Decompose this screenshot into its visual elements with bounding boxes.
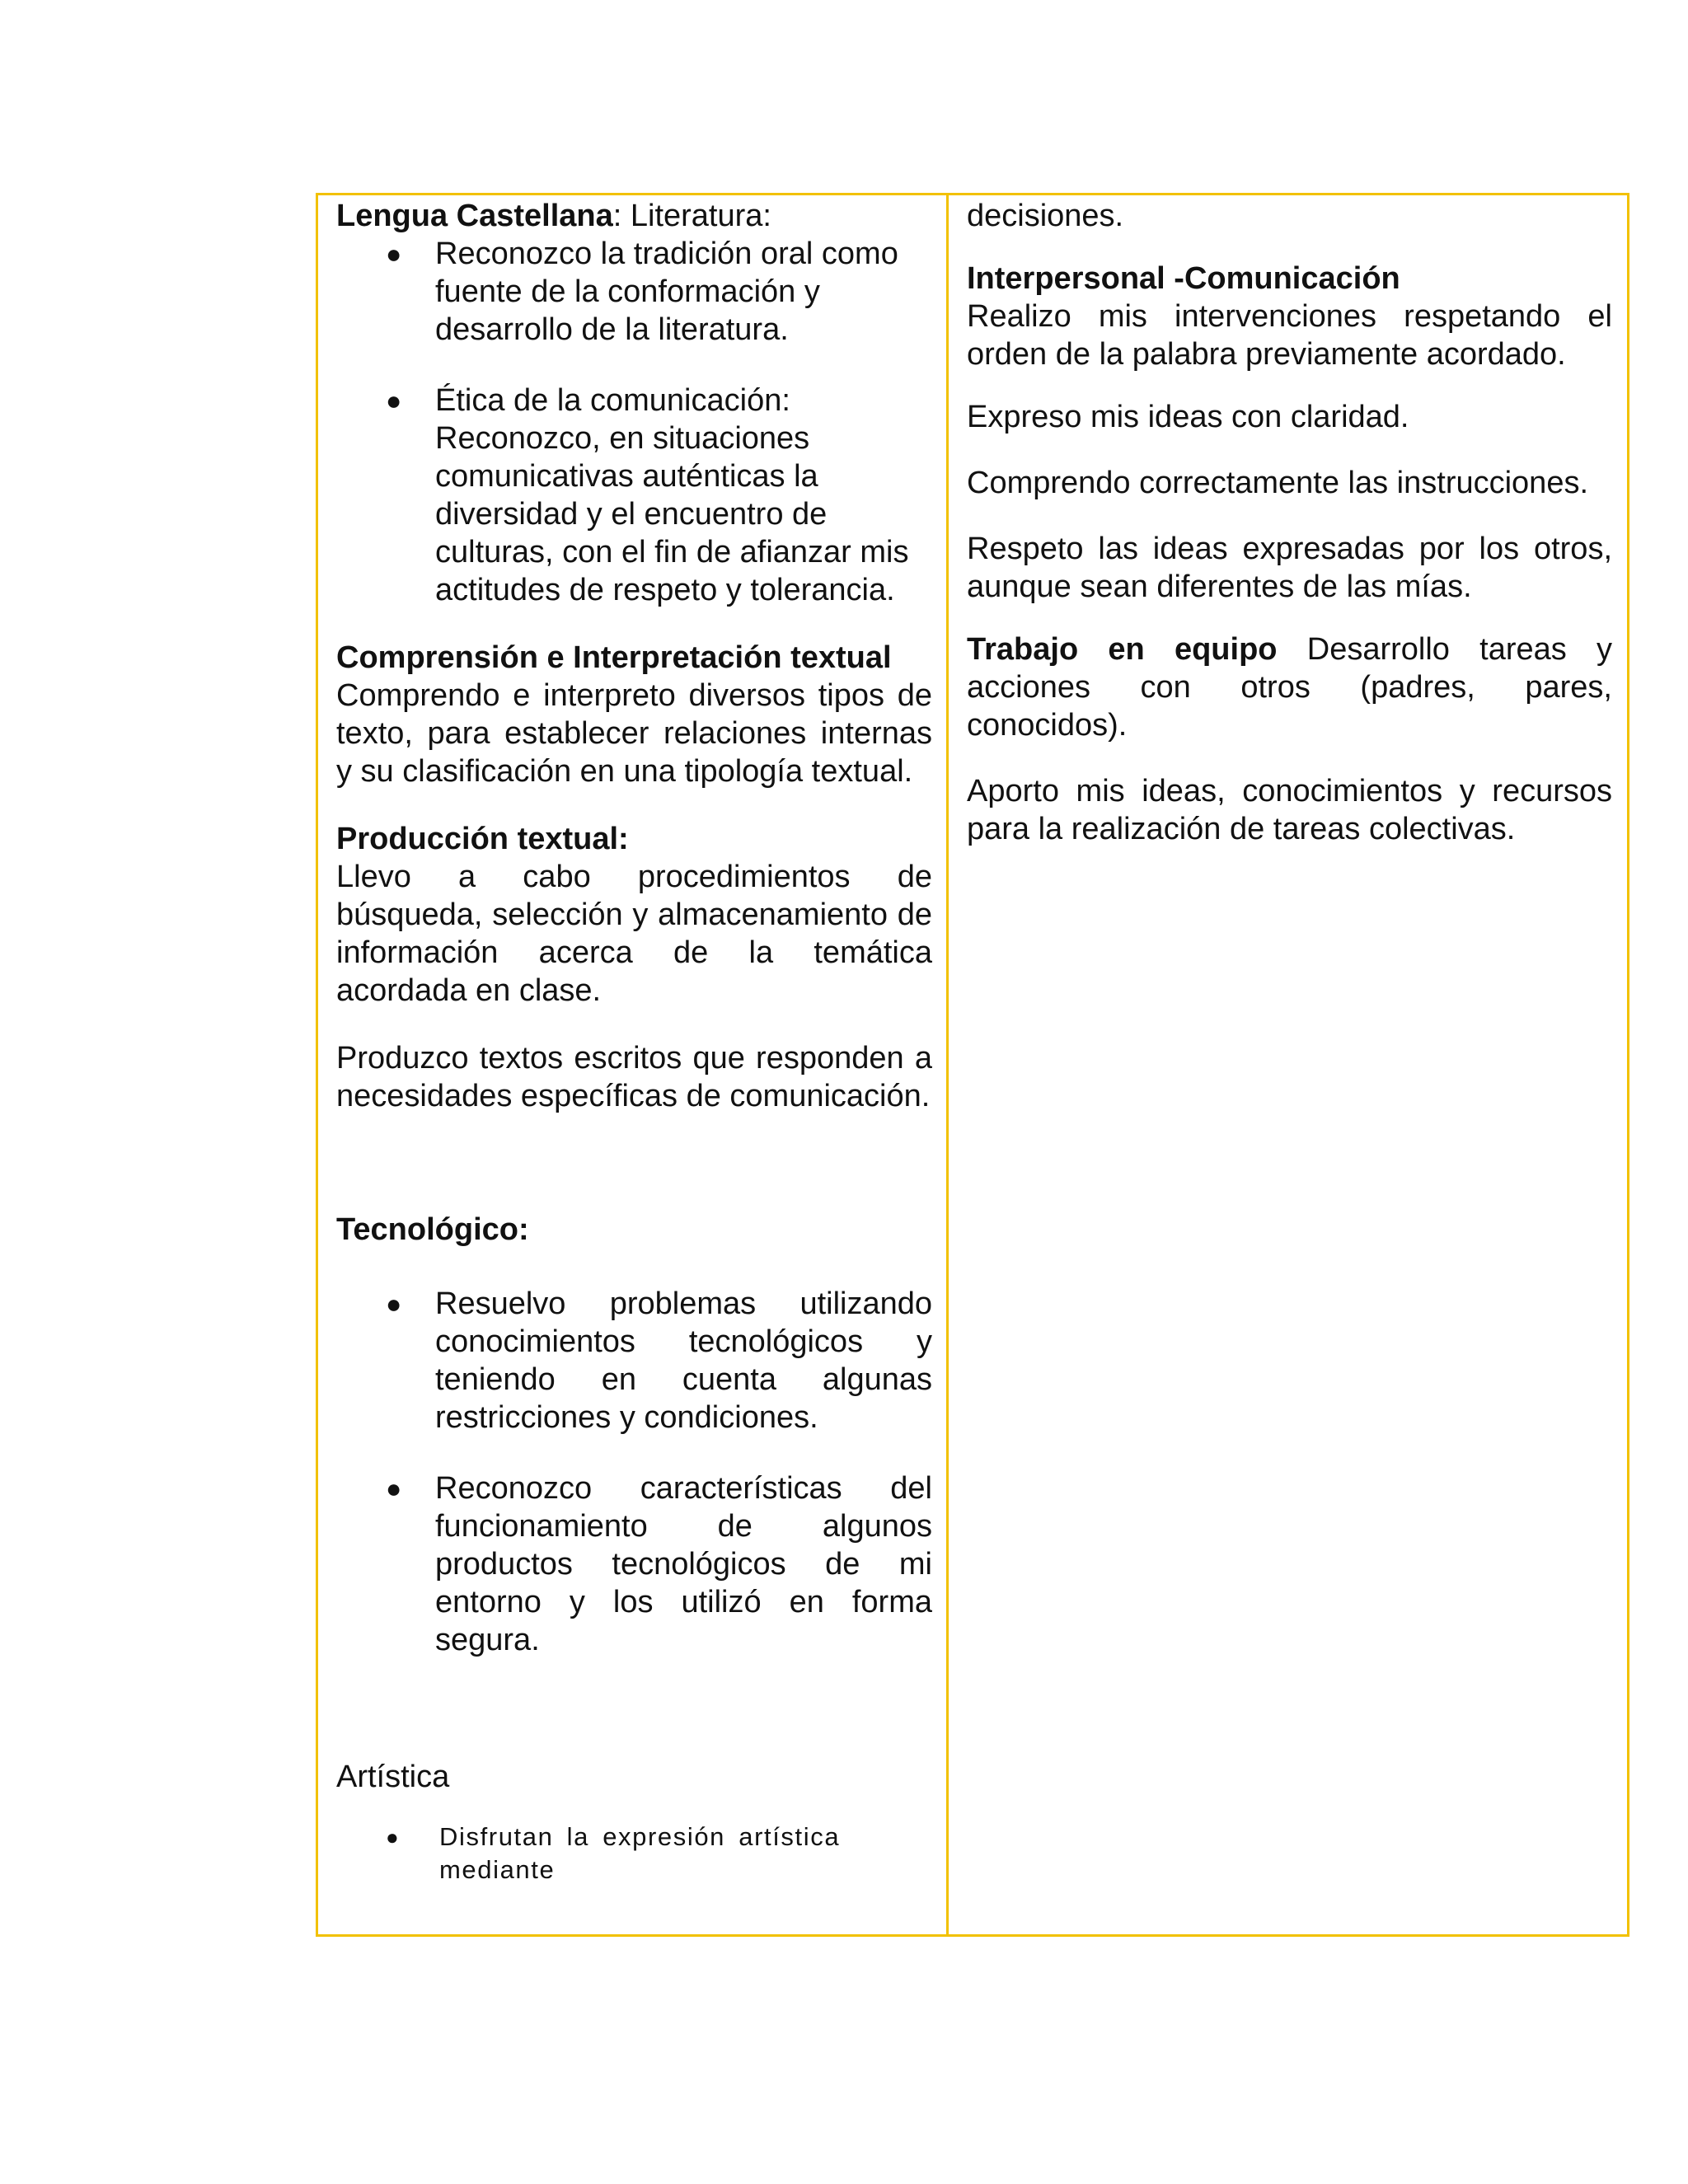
left-cell [318, 195, 949, 1934]
lengua-castellana-rest: : Literatura: [612, 199, 771, 233]
list-item: ● Reconozco características del funcionamiento de algunos productos tecnológicos de mi entorno y los utilizó en forma segura. [386, 1471, 932, 1657]
tecnologico-heading: Tecnológico: [336, 1212, 529, 1247]
artistica-bullet-list [336, 1821, 932, 1886]
interpersonal-text: Realizo mis intervenciones respetando el orden de la palabra previamente acordado. [967, 299, 1612, 372]
list-item: ● Ética de la comunicación: Reconozco, en situaciones comunicativas auténticas la diversidad y el encuentro de culturas, con el fin de afianzar mis actitudes de respeto y tolerancia. [386, 383, 909, 607]
list-item: ● Reconozco la tradición oral como fuente de la conformación y desarrollo de la literatura. [386, 237, 898, 347]
aporto-text: Aporto mis ideas, conocimientos y recursos para la realización de tareas colectivas. [967, 774, 1612, 846]
right-cell [949, 195, 1627, 1934]
decisiones-text: decisiones. [967, 199, 1124, 233]
produccion-text-1: Llevo a cabo procedimientos de búsqueda, selección y almacenamiento de información acerca de la temática acordada en clase. [336, 860, 932, 1008]
tecnologico-bullet-list [336, 1285, 932, 1659]
artistica-heading: Artística [336, 1760, 450, 1794]
lengua-bullet-list [336, 235, 932, 609]
trabajo-text: Desarrollo tareas y acciones con otros (padres, pares, conocidos). [967, 632, 1612, 743]
lengua-castellana-bold: Lengua Castellana [336, 199, 613, 233]
bullet-icon: ● [386, 239, 402, 269]
trabajo-paragraph [967, 630, 1612, 744]
bullet-icon: ● [386, 386, 402, 415]
comprendo-text: Comprendo correctamente las instrucciones. [967, 466, 1589, 500]
bullet-icon: ● [386, 1289, 402, 1319]
list-item: ● Resuelvo problemas utilizando conocimientos tecnológicos y teniendo en cuenta algunas restricciones y condiciones. [386, 1286, 932, 1435]
trabajo-heading: Trabajo en equipo [967, 632, 1278, 667]
produccion-text-2: Produzco textos escritos que responden a necesidades específicas de comunicación. [336, 1041, 932, 1113]
competencies-table [316, 193, 1629, 1937]
comprension-text: Comprendo e interpreto diversos tipos de texto, para establecer relaciones internas y su clasificación en una tipología textual. [336, 678, 932, 789]
bullet-icon: ● [386, 1825, 401, 1849]
respeto-text: Respeto las ideas expresadas por los otros, aunque sean diferentes de las mías. [967, 532, 1612, 604]
bullet-icon: ● [386, 1474, 402, 1503]
list-item: ● Disfrutan la expresión artística mediante [386, 1822, 841, 1884]
expreso-text: Expreso mis ideas con claridad. [967, 400, 1409, 434]
lengua-castellana-heading [336, 197, 932, 235]
comprension-heading: Comprensión e Interpretación textual [336, 640, 892, 675]
interpersonal-heading: Interpersonal -Comunicación [967, 261, 1400, 296]
produccion-heading: Producción textual: [336, 822, 629, 856]
